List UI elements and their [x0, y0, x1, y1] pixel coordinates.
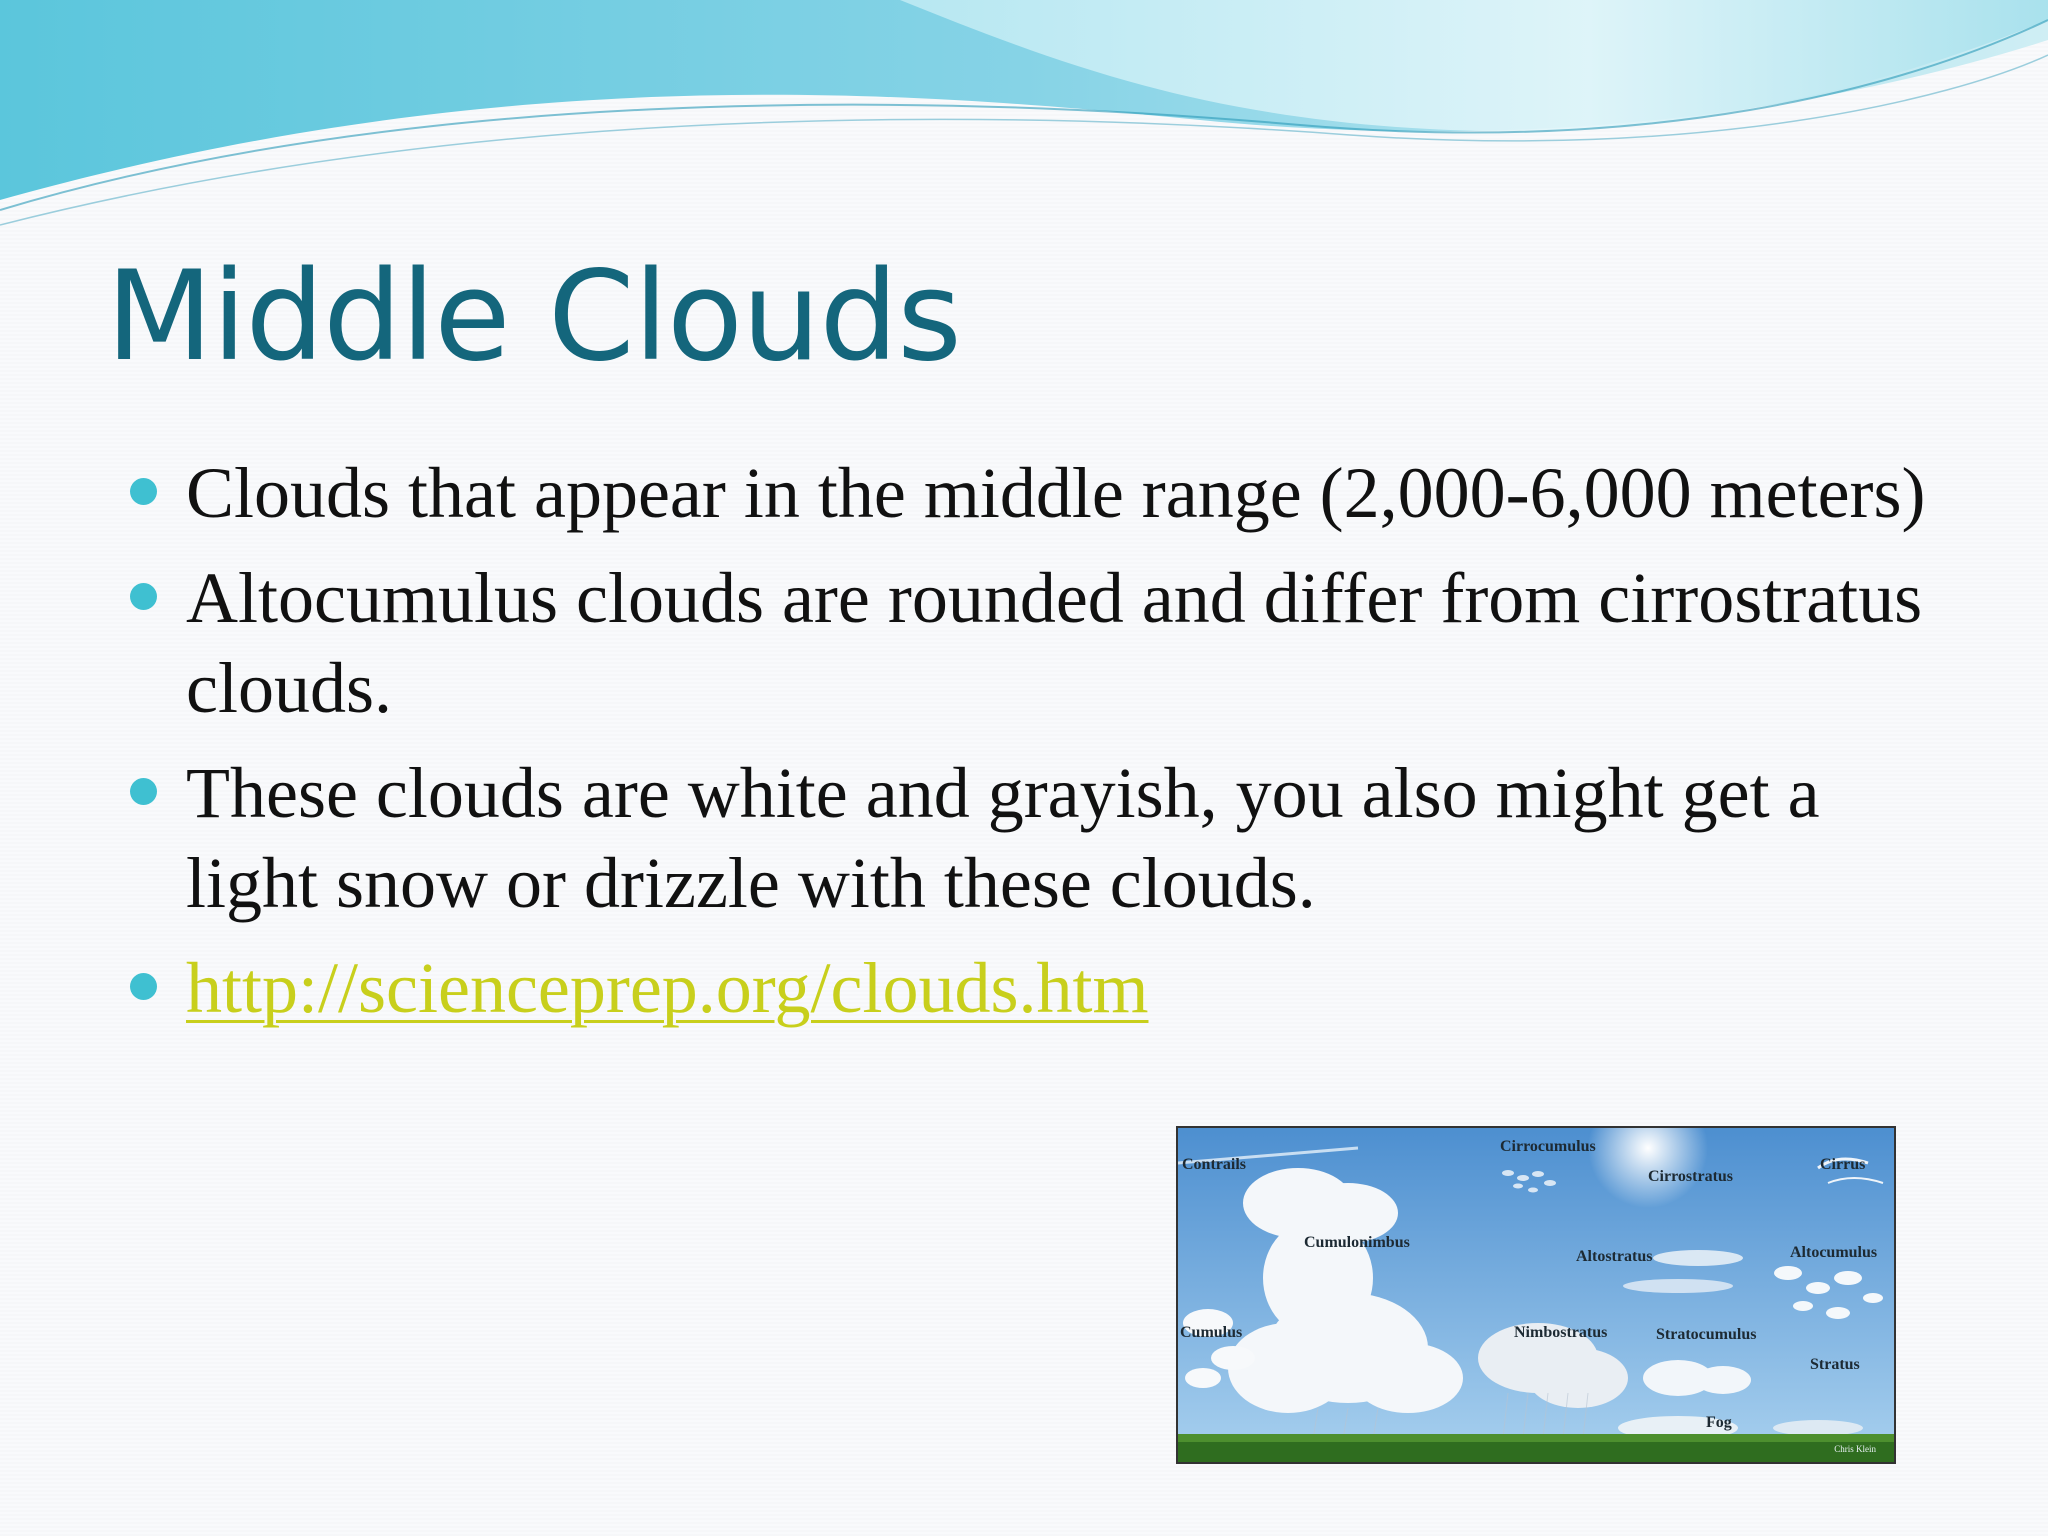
label-altostratus: Altostratus: [1576, 1248, 1653, 1265]
label-stratocumulus: Stratocumulus: [1656, 1326, 1757, 1343]
label-cirrostratus: Cirrostratus: [1648, 1168, 1734, 1185]
image-credit: Chris Klein: [1834, 1444, 1876, 1454]
bullet-item: [130, 448, 1930, 538]
bullet-dot-icon: [130, 778, 157, 805]
bullet-dot-icon: [130, 973, 157, 1000]
label-cirrocumulus: Cirrocumulus: [1500, 1138, 1596, 1155]
cloud-types-image: [1176, 1126, 1896, 1464]
source-link[interactable]: http://scienceprep.org/clouds.htm: [186, 948, 1149, 1028]
label-cumulonimbus: Cumulonimbus: [1304, 1234, 1410, 1251]
label-altocumulus: Altocumulus: [1790, 1244, 1878, 1261]
label-contrails: Contrails: [1182, 1156, 1246, 1173]
cloud-types-illustration: [1178, 1128, 1894, 1462]
bullet-dot-icon: [130, 583, 157, 610]
label-cirrus: Cirrus: [1820, 1156, 1866, 1173]
bullet-item: [130, 748, 1930, 928]
bullet-dot-icon: [130, 478, 157, 505]
bullet-text: Altocumulus clouds are rounded and differ from cirrostratus clouds.: [186, 558, 1923, 728]
slide-title: Middle Clouds: [106, 245, 961, 389]
bullet-text: These clouds are white and grayish, you also might get a light snow or drizzle with these clouds.: [186, 753, 1820, 923]
header-wave-decoration: [0, 0, 2048, 240]
label-fog: Fog: [1706, 1414, 1732, 1431]
label-cumulus: Cumulus: [1180, 1324, 1243, 1341]
bullet-item: [130, 553, 1930, 733]
label-stratus: Stratus: [1810, 1356, 1860, 1373]
bullet-item-link: [130, 943, 1930, 1033]
label-nimbostratus: Nimbostratus: [1514, 1324, 1608, 1341]
bullet-list: [130, 448, 1930, 1048]
bullet-text: Clouds that appear in the middle range (2,000-6,000 meters): [186, 453, 1926, 533]
